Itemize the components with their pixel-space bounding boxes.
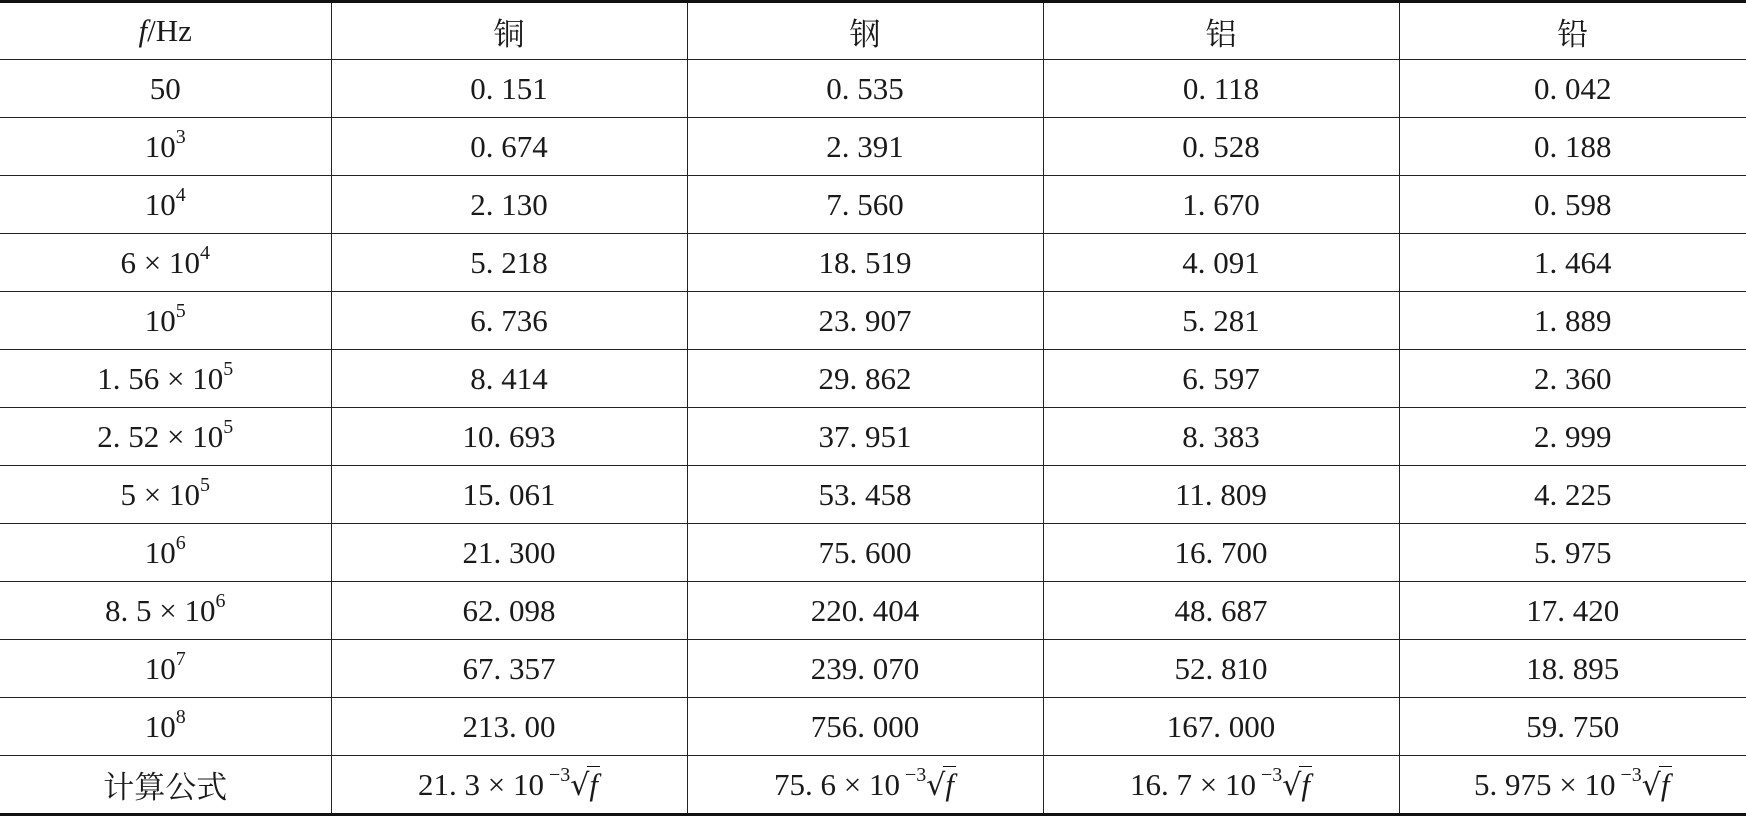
value-cell-copper: 2. 130 xyxy=(331,176,687,234)
frequency-exponent: 5 xyxy=(223,415,234,438)
frequency-base: 10 xyxy=(144,186,176,222)
value-cell-steel: 29. 862 xyxy=(687,350,1043,408)
frequency-exponent: 7 xyxy=(175,647,186,670)
formula-cell-steel xyxy=(687,756,1043,815)
formula-cell-copper xyxy=(331,756,687,815)
square-root-icon: √ xyxy=(1282,767,1302,803)
formula-radicand: f xyxy=(1301,766,1310,802)
frequency-exponent: 3 xyxy=(175,125,186,148)
frequency-base: 10 xyxy=(144,708,176,744)
value-cell-aluminum: 4. 091 xyxy=(1043,234,1399,292)
value-cell-lead: 0. 598 xyxy=(1399,176,1746,234)
frequency-base: 10 xyxy=(144,128,176,164)
value-cell-steel: 23. 907 xyxy=(687,292,1043,350)
value-cell-aluminum: 6. 597 xyxy=(1043,350,1399,408)
frequency-cell xyxy=(0,350,331,408)
table-row xyxy=(0,292,1746,350)
frequency-cell xyxy=(0,408,331,466)
table-row xyxy=(0,524,1746,582)
table-body xyxy=(0,60,1746,815)
value-cell-copper: 67. 357 xyxy=(331,640,687,698)
frequency-exponent: 5 xyxy=(175,299,186,322)
frequency-base: 10 xyxy=(168,244,200,280)
square-root-icon: √ xyxy=(926,767,946,803)
formula-exponent: −3 xyxy=(543,763,571,786)
frequency-cell xyxy=(0,118,331,176)
square-root-icon: √ xyxy=(570,767,590,803)
frequency-coefficient: 1. 56 × xyxy=(97,360,193,396)
frequency-base: 10 xyxy=(184,592,216,628)
table-row xyxy=(0,640,1746,698)
value-cell-copper: 62. 098 xyxy=(331,582,687,640)
value-cell-steel: 37. 951 xyxy=(687,408,1043,466)
formula-radicand: f xyxy=(945,766,954,802)
header-material-lead: 铅 xyxy=(1399,2,1746,60)
value-cell-aluminum: 48. 687 xyxy=(1043,582,1399,640)
value-cell-lead: 17. 420 xyxy=(1399,582,1746,640)
value-cell-lead: 5. 975 xyxy=(1399,524,1746,582)
value-cell-lead: 18. 895 xyxy=(1399,640,1746,698)
frequency-base: 10 xyxy=(168,476,200,512)
value-cell-copper: 21. 300 xyxy=(331,524,687,582)
value-cell-steel: 75. 600 xyxy=(687,524,1043,582)
formula-radicand: f xyxy=(1660,766,1670,802)
frequency-cell xyxy=(0,698,331,756)
value-cell-aluminum: 0. 118 xyxy=(1043,60,1399,118)
header-material-copper: 铜 xyxy=(331,2,687,60)
square-root-icon: √ xyxy=(1641,767,1661,803)
header-material-steel: 钢 xyxy=(687,2,1043,60)
value-cell-lead: 2. 999 xyxy=(1399,408,1746,466)
value-cell-copper: 15. 061 xyxy=(331,466,687,524)
frequency-coefficient: 8. 5 × xyxy=(105,592,185,628)
value-cell-copper: 213. 00 xyxy=(331,698,687,756)
value-cell-steel: 756. 000 xyxy=(687,698,1043,756)
formula-coefficient: 21. 3 × 10 xyxy=(417,766,544,802)
frequency-exponent: 8 xyxy=(175,705,186,728)
frequency-coefficient: 2. 52 × xyxy=(97,418,193,454)
frequency-coefficient: 6 × xyxy=(120,244,169,280)
value-cell-lead: 59. 750 xyxy=(1399,698,1746,756)
value-cell-copper: 5. 218 xyxy=(331,234,687,292)
formula-exponent: −3 xyxy=(899,763,927,786)
value-cell-aluminum: 5. 281 xyxy=(1043,292,1399,350)
frequency-exponent: 6 xyxy=(215,589,226,612)
value-cell-aluminum: 0. 528 xyxy=(1043,118,1399,176)
value-cell-aluminum: 167. 000 xyxy=(1043,698,1399,756)
table-row xyxy=(0,350,1746,408)
table-row xyxy=(0,60,1746,118)
frequency-coefficient: 50 xyxy=(149,70,181,106)
frequency-base: 10 xyxy=(192,360,224,396)
header-row xyxy=(0,2,1746,60)
value-cell-lead: 1. 464 xyxy=(1399,234,1746,292)
table-row xyxy=(0,408,1746,466)
frequency-exponent: 6 xyxy=(175,531,186,554)
value-cell-aluminum: 52. 810 xyxy=(1043,640,1399,698)
value-cell-copper: 0. 674 xyxy=(331,118,687,176)
value-cell-aluminum: 8. 383 xyxy=(1043,408,1399,466)
formula-exponent: −3 xyxy=(1615,763,1642,786)
value-cell-copper: 10. 693 xyxy=(331,408,687,466)
formula-coefficient: 16. 7 × 10 xyxy=(1129,766,1256,802)
frequency-cell xyxy=(0,60,331,118)
value-cell-steel: 239. 070 xyxy=(687,640,1043,698)
frequency-base: 10 xyxy=(144,650,176,686)
formula-row xyxy=(0,756,1746,815)
value-cell-copper: 6. 736 xyxy=(331,292,687,350)
formula-exponent: −3 xyxy=(1255,763,1283,786)
frequency-base: 10 xyxy=(144,302,176,338)
frequency-cell xyxy=(0,524,331,582)
frequency-cell xyxy=(0,582,331,640)
value-cell-lead: 0. 042 xyxy=(1399,60,1746,118)
value-cell-steel: 53. 458 xyxy=(687,466,1043,524)
value-cell-steel: 220. 404 xyxy=(687,582,1043,640)
frequency-cell xyxy=(0,234,331,292)
table-row xyxy=(0,698,1746,756)
value-cell-lead: 2. 360 xyxy=(1399,350,1746,408)
frequency-cell xyxy=(0,640,331,698)
table-row xyxy=(0,234,1746,292)
frequency-cell xyxy=(0,176,331,234)
value-cell-copper: 8. 414 xyxy=(331,350,687,408)
value-cell-steel: 2. 391 xyxy=(687,118,1043,176)
frequency-exponent: 5 xyxy=(223,357,234,380)
formula-cell-lead xyxy=(1399,756,1746,815)
header-material-aluminum: 铝 xyxy=(1043,2,1399,60)
table-row xyxy=(0,466,1746,524)
value-cell-steel: 7. 560 xyxy=(687,176,1043,234)
formula-label: 计算公式 xyxy=(0,756,331,815)
value-cell-steel: 0. 535 xyxy=(687,60,1043,118)
frequency-cell xyxy=(0,466,331,524)
formula-radicand: f xyxy=(589,766,598,802)
frequency-exponent: 4 xyxy=(175,183,186,206)
table-row xyxy=(0,176,1746,234)
value-cell-lead: 1. 889 xyxy=(1399,292,1746,350)
value-cell-aluminum: 1. 670 xyxy=(1043,176,1399,234)
header-frequency-unit: /Hz xyxy=(147,13,192,48)
frequency-cell xyxy=(0,292,331,350)
frequency-exponent: 4 xyxy=(199,241,210,264)
value-cell-lead: 0. 188 xyxy=(1399,118,1746,176)
header-frequency-var: f xyxy=(138,13,148,48)
formula-coefficient: 5. 975 × 10 xyxy=(1473,766,1616,802)
header-frequency xyxy=(0,2,331,60)
table-row xyxy=(0,582,1746,640)
formula-cell-aluminum xyxy=(1043,756,1399,815)
value-cell-lead: 4. 225 xyxy=(1399,466,1746,524)
frequency-exponent: 5 xyxy=(199,473,210,496)
formula-coefficient: 75. 6 × 10 xyxy=(773,766,900,802)
value-cell-steel: 18. 519 xyxy=(687,234,1043,292)
value-cell-copper: 0. 151 xyxy=(331,60,687,118)
frequency-base: 10 xyxy=(144,534,176,570)
frequency-coefficient: 5 × xyxy=(120,476,169,512)
value-cell-aluminum: 16. 700 xyxy=(1043,524,1399,582)
table-row xyxy=(0,118,1746,176)
frequency-base: 10 xyxy=(192,418,224,454)
value-cell-aluminum: 11. 809 xyxy=(1043,466,1399,524)
